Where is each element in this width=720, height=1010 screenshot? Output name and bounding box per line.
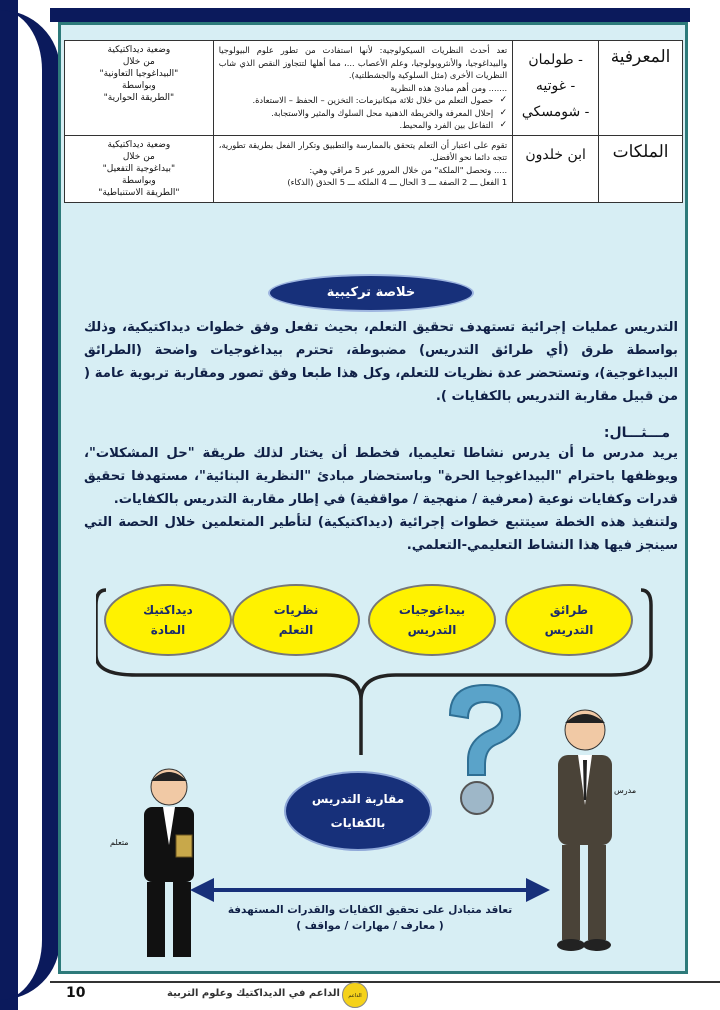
teacher-label: مدرس xyxy=(614,786,637,795)
question-mark-icon xyxy=(430,680,530,820)
description-cell: تقوم على اعتبار أن التعلم يتحقق بالممارسة والتطبيق وتكرار الفعل بطريقة تطورية، تتجه دائما نحو الأفضل. ..... وتحصل "الملكة" من خلال المرور عبر 5 مراقي وهي: 1 الفعل ـــ 2 الصفة ـــ 3 الحال ـــ 4 الملكة ـــ 5 الحذق (الذكاء) xyxy=(213,135,512,202)
decorative-arc xyxy=(0,10,60,1000)
table-row xyxy=(65,41,683,136)
principles-list xyxy=(219,94,507,132)
list-item: ✓ التفاعل بين الفرد والمحيط. xyxy=(219,119,507,132)
example-paragraph: يريد مدرس ما أن يدرس نشاطا تعليميا، فخطط أن يختار لذلك طريقة "حل المشكلات"، ويوظفها باحترام "البيداغوجيا الحرة" وباستحضار مبادئ "النظرية البنائية"، مستهدفا تحقيق قدرات وكفايات نوعية (معرفية / منهجية / مواقفية) في إطار مقاربة التدريس بالكفايات. ولتنفيذ هذه الخطة سيتتبع خطوات إجرائية (ديداكتيكية) لتأطير المتعلمين خلال الحصة التي سينجز فيها هذا النشاط التعليمي-التعلمي. xyxy=(84,446,678,553)
scholars-cell: ابن خلدون xyxy=(513,135,599,202)
summary-paragraph: التدريس عمليات إجرائية تستهدف تحقيق التعلم، بحيث تفعل وفق خطوات ديداكتيكية، وذلك بواسطة طرق (أي طرائق التدريس) مضبوطة، تحترم بيداغوجيات واضحة (الطرائق البيداغوجية)، وتستحضر عدة نظريات للتعلم، وكل هذا طبعا وفق تصور ومقاربة تربوية عامة ( من قبيل مقاربة التدريس بالكفايات ). xyxy=(84,320,678,404)
oval-teaching-methods: طرائق التدريس xyxy=(505,584,633,656)
oval-learning-theories: نظريات التعلم xyxy=(232,584,360,656)
concept-cell: المعرفية xyxy=(599,41,683,136)
competency-approach-ellipse: مقاربة التدريس بالكفايات xyxy=(284,771,432,851)
concept-cell: الملكات xyxy=(599,135,683,202)
list-item: ✓ إحلال المعرفة والخريطة الذهنية محل السلوك والمثير والاستجابة. xyxy=(219,107,507,120)
list-item: ✓ حصول التعلم من خلال ثلاثة ميكانيزمات: التخزين – الحفظ – الاستعادة. xyxy=(219,94,507,107)
student-label: متعلم xyxy=(110,838,129,847)
top-bar xyxy=(50,8,690,22)
theories-table xyxy=(64,40,683,203)
oval-pedagogies: بيداغوجيات التدريس xyxy=(368,584,496,656)
scholars-cell: - طولمان - غوتيه - شومسكي xyxy=(513,41,599,136)
page-number: 10 xyxy=(66,985,86,1001)
teacher-figure-icon xyxy=(540,705,625,955)
footer-logo: الداعم xyxy=(342,982,368,1008)
oval-subject-didactics: ديداكتيك المادة xyxy=(104,584,232,656)
summary-title: خلاصة تركيبية xyxy=(268,274,474,312)
double-arrow-icon xyxy=(190,878,550,902)
situation-cell: وضعية ديداكتيكية من خلال "البيداغوجيا التعاونية" وبواسطة "الطريقة الحوارية" xyxy=(65,41,214,136)
student-figure-icon xyxy=(132,765,207,965)
footer-divider xyxy=(50,981,720,983)
example-label: مـــثـــال: xyxy=(603,425,670,441)
table-row xyxy=(65,135,683,202)
situation-cell: وضعية ديداكتيكية من خلال "بيداغوجية التفعيل" وبواسطة "الطريقة الاستنباطية" xyxy=(65,135,214,202)
contract-caption: تعاقد متبادل على تحقيق الكفايات والقدرات المستهدفة ( معارف / مهارات / مواقف ) xyxy=(227,904,513,932)
description-cell: تعد أحدث النظريات السيكولوجية: لأنها استفادت من تطور علوم البيولوجيا والبيداغوجيا، والأنثروبولوجيا، وعلم الأعصاب ...، مما أهلها لتتجاوز النقص الذي شاب النظريات الأخرى (مثل السلوكية والجشطلتية). ....... ومن أهم مبادئ هذه النظرية ✓ حصول التعلم من خلال ثلاثة ميكانيزمات: التخزين – الحفظ – الاستعادة. ✓ إحلال المعرفة والخريطة الذهنية محل السلوك والمثير والاستجابة. ✓ التفاعل بين الفرد والمحيط. xyxy=(213,41,512,136)
footer-title: الداعم في الديداكتيك وعلوم التربية xyxy=(167,988,340,999)
